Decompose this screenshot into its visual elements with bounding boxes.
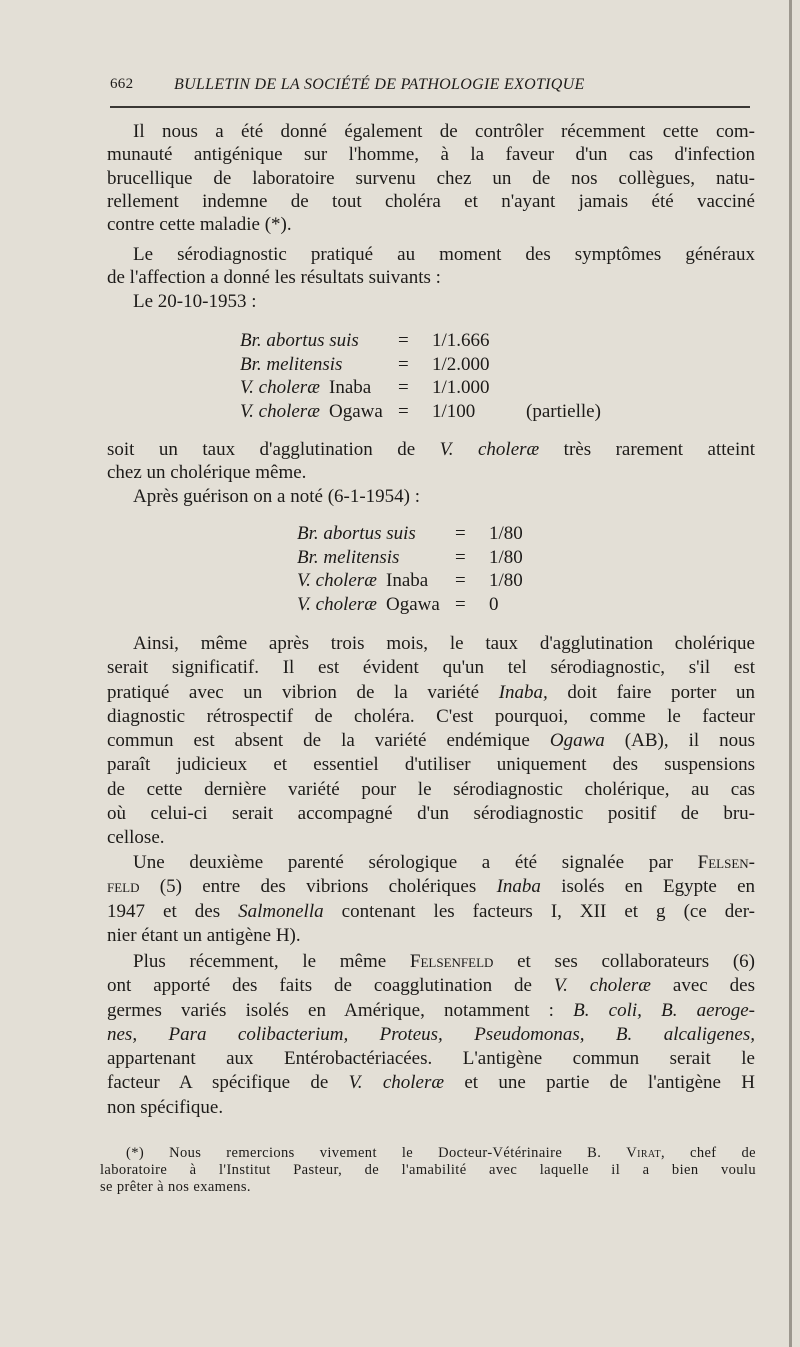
titer-value: 1/80 <box>489 523 523 544</box>
text-line <box>107 875 755 899</box>
page-number: 662 <box>110 76 134 92</box>
text-span: Plus récemment, le même <box>133 951 387 972</box>
equals-sign: = <box>455 523 466 544</box>
author-name: Virat, <box>626 1145 665 1161</box>
serodiagnostic-table-1 <box>240 329 660 423</box>
text-span: facteur A spécifique de <box>107 1072 329 1094</box>
text-line: serait significatif. Il est évident qu'un tel sérodiagnostic, s'il est <box>107 657 755 679</box>
table-row <box>240 400 660 424</box>
organism-name: Br. melitensis <box>240 353 343 375</box>
text-span: commun est absent de la variété endémique <box>107 730 530 752</box>
text-line: Il nous a été donné également de contrôler récemment cette com- <box>133 121 755 142</box>
text-span: pratiqué avec un vibrion de la variété <box>107 681 480 703</box>
text-span: soit un taux d'agglutination de <box>107 439 416 460</box>
table-row <box>240 353 660 377</box>
italic-span: Inaba, <box>498 681 548 703</box>
table-row <box>240 376 660 400</box>
organism-name: Br. melitensis <box>297 546 400 568</box>
organism-name: V. choleræ <box>240 377 320 398</box>
paragraph-5 <box>107 632 755 851</box>
author-name: Felsenfeld <box>409 951 494 972</box>
text-line: de cette dernière variété pour le sérodiagnostic cholérique, au cas <box>107 778 755 800</box>
organism-variety: Ogawa <box>386 593 440 615</box>
text-span: très rarement atteint <box>563 439 756 460</box>
text-line: rellement indemne de tout choléra et n'ayant jamais été vacciné <box>107 190 755 212</box>
text-line: diagnostic rétrospectif de choléra. C'est pourquoi, comme le facteur <box>107 705 755 727</box>
serodiagnostic-table-2 <box>297 522 617 616</box>
text-span: ont apporté des faits de coagglutination de <box>107 975 532 997</box>
italic-span: nes, Para colibacterium, Proteus, Pseudomonas, B. alcaligenes, <box>107 1023 755 1045</box>
text-line: non spécifique. <box>107 1096 224 1118</box>
text-span: et ses collaborateurs (6) <box>517 951 755 972</box>
titer-value: 1/80 <box>489 546 523 568</box>
organism-name: V. choleræ <box>297 570 377 591</box>
organism-variety: Ogawa <box>329 400 383 422</box>
equals-sign: = <box>398 353 409 375</box>
organism-name: Br. abortus suis <box>297 523 416 544</box>
text-line: paraît judicieux et essentiel d'utiliser uniquement des suspensions <box>107 754 755 776</box>
text-line: où celui-ci serait accompagné d'un sérodiagnostic positif de bru- <box>107 803 755 825</box>
text-line <box>107 729 755 753</box>
text-line: cellose. <box>107 827 165 849</box>
text-span: (*) Nous remercions vivement le Docteur-Vétérinaire B. <box>126 1145 602 1161</box>
paragraph-1 <box>107 120 755 236</box>
text-line <box>107 1071 755 1095</box>
author-name: feld <box>107 876 140 898</box>
organism-name: V. choleræ <box>297 593 377 615</box>
text-line <box>107 681 755 705</box>
text-line: Après guérison on a noté (6-1-1954) : <box>133 485 421 507</box>
italic-span: Inaba <box>496 876 541 898</box>
titer-value: 1/100 <box>432 400 476 422</box>
text-span: Une deuxième parenté sérologique a été signalée par <box>133 852 673 873</box>
footnote-line <box>100 1145 756 1162</box>
equals-sign: = <box>455 593 466 615</box>
table-row <box>297 593 617 617</box>
footnote-line: se prêter à nos examens. <box>100 1179 251 1195</box>
text-line <box>107 1023 755 1047</box>
titer-value: 0 <box>489 593 499 615</box>
text-span: germes variés isolés en Amérique, notamment : <box>107 999 554 1021</box>
equals-sign: = <box>398 330 409 351</box>
running-header <box>110 76 750 100</box>
text-span: isolés en Egypte en <box>561 876 756 898</box>
equals-sign: = <box>455 570 466 591</box>
titer-note: (partielle) <box>526 400 601 422</box>
text-span: contenant les facteurs I, XII et g (ce der- <box>341 900 756 922</box>
paragraph-2 <box>107 243 755 313</box>
organism-name: V. choleræ <box>240 400 320 422</box>
table-row <box>297 569 617 593</box>
text-line <box>107 851 755 875</box>
text-line: contre cette maladie (*). <box>107 214 292 236</box>
text-line <box>107 950 755 974</box>
italic-span: V. choleræ <box>553 975 651 997</box>
running-title: BULLETIN DE LA SOCIÉTÉ DE PATHOLOGIE EXOTIQUE <box>174 76 585 93</box>
titer-value: 1/1.666 <box>432 330 490 351</box>
header-rule <box>110 106 750 108</box>
text-span: (5) entre des vibrions cholériques <box>159 876 477 898</box>
text-line: Le sérodiagnostic pratiqué au moment des symptômes généraux <box>133 244 755 265</box>
page-edge-shadow <box>789 0 792 1347</box>
text-line: brucellique de laboratoire survenu chez un de nos collègues, natu- <box>107 167 755 189</box>
text-span: chef de <box>689 1145 757 1161</box>
text-line: chez un cholérique même. <box>107 462 307 484</box>
text-line <box>107 900 755 924</box>
titer-value: 1/80 <box>489 570 523 591</box>
text-line: Ainsi, même après trois mois, le taux d'agglutination cholérique <box>133 633 755 654</box>
text-span: 1947 et des <box>107 900 221 922</box>
text-line <box>107 438 755 461</box>
organism-variety: Inaba <box>329 377 372 398</box>
text-line <box>107 974 755 998</box>
equals-sign: = <box>398 377 409 398</box>
table-row <box>240 329 660 353</box>
text-line: nier étant un antigène H). <box>107 924 301 946</box>
footnote <box>100 1145 756 1196</box>
titer-value: 1/2.000 <box>432 353 490 375</box>
equals-sign: = <box>398 400 409 422</box>
italic-span: B. coli, B. aeroge- <box>573 999 756 1021</box>
table-row <box>297 522 617 546</box>
text-span: doit faire porter un <box>567 681 756 703</box>
titer-value: 1/1.000 <box>432 377 490 398</box>
organism-name: Br. abortus suis <box>240 330 359 351</box>
paragraph-7 <box>107 950 755 1120</box>
date-line: Le 20-10-1953 : <box>133 290 257 312</box>
text-line: appartenant aux Entérobactériacées. L'antigène commun serait le <box>107 1048 755 1070</box>
italic-span: Ogawa <box>549 730 605 752</box>
footnote-line: laboratoire à l'Institut Pasteur, de l'amabilité avec laquelle il a bien voulu <box>100 1162 756 1178</box>
equals-sign: = <box>455 546 466 568</box>
text-span: et une partie de l'antigène H <box>464 1072 756 1094</box>
table-row <box>297 546 617 570</box>
paragraph-6 <box>107 851 755 948</box>
author-name: Felsen- <box>697 852 755 873</box>
text-line <box>107 999 755 1023</box>
text-line: de l'affection a donné les résultats suivants : <box>107 267 441 289</box>
text-line: munauté antigénique sur l'homme, à la faveur d'un cas d'infection <box>107 144 755 166</box>
italic-span: Salmonella <box>238 900 324 922</box>
paragraph-3 <box>107 438 755 508</box>
text-span: avec des <box>672 975 755 997</box>
organism-variety: Inaba <box>386 570 429 591</box>
italic-span: V. choleræ <box>348 1072 445 1094</box>
italic-span: V. choleræ <box>439 439 540 460</box>
text-span: (AB), il nous <box>624 730 756 752</box>
